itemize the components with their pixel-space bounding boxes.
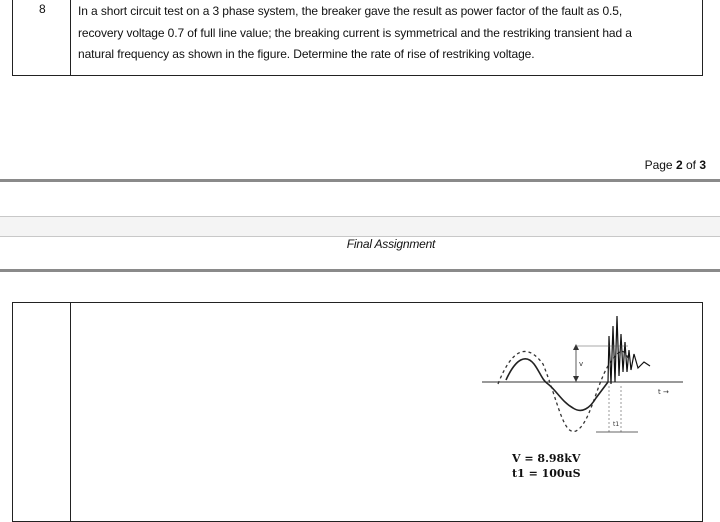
question-number: 8 (39, 2, 46, 16)
t1-marker-label: t1 (613, 421, 620, 428)
band-line-top (0, 216, 720, 217)
column-divider (70, 0, 71, 75)
page-break-rule-bottom (0, 269, 720, 272)
caption-voltage: V = 8.98kV (512, 452, 581, 465)
time-arrow-label: t → (658, 388, 669, 396)
page-gap-band (0, 216, 720, 236)
page-prefix: Page (644, 158, 676, 172)
page-total: 3 (699, 158, 706, 172)
question-text (78, 1, 698, 66)
restriking-voltage-figure (478, 306, 693, 441)
v-marker-arrow-down (573, 376, 579, 382)
v-marker-label: v (579, 360, 584, 368)
question-line-3: natural frequency as shown in the figure. Determine the rate of rise of restriking voltage. (78, 47, 535, 61)
question-line-1: In a short circuit test on a 3 phase system, the breaker gave the result as power factor of the fault as 0.5, (78, 4, 623, 18)
page-break-rule-top (0, 179, 720, 182)
footer-title: Final Assignment (346, 237, 436, 251)
column-divider (70, 303, 71, 521)
v-marker-arrow-up (573, 344, 579, 350)
restriking-transient (608, 316, 650, 384)
page-current: 2 (675, 158, 683, 172)
caption-time: t1 = 100uS (512, 467, 581, 480)
page-middle: of (682, 158, 700, 172)
page-number (645, 158, 706, 172)
question-line-2: recovery voltage 0.7 of full line value; the breaking current is symmetrical and the restriking transient had a (78, 25, 632, 40)
question-table-top (12, 0, 703, 76)
